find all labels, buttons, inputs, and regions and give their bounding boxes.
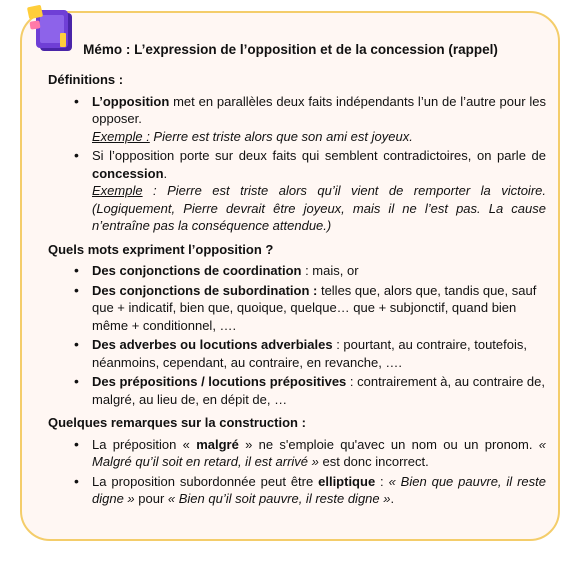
list-item: • Des conjonctions de coordination : mais, or bbox=[48, 262, 546, 280]
remarks-list bbox=[48, 436, 546, 508]
list-item: • Des conjonctions de subordination : telles que, alors que, tandis que, sauf que + indicatif, bien que, quoique, quelque… que + subjonctif, quand bien même + conditionnel, …. bbox=[48, 282, 546, 335]
list-item: • Des prépositions / locutions prépositives : contrairement à, au contraire de, malgré, au lieu de, en dépit de, … bbox=[48, 373, 546, 408]
section-heading-remarks: Quelques remarques sur la construction : bbox=[48, 415, 306, 430]
section-heading-words: Quels mots expriment l’opposition ? bbox=[48, 241, 274, 257]
memo-content bbox=[48, 71, 546, 514]
memo-title: Mémo : L’expression de l’opposition et de la concession (rappel) bbox=[83, 42, 498, 57]
example: Exemple : Pierre est triste alors que son ami est joyeux. bbox=[92, 128, 413, 144]
section-heading-definitions: Définitions : bbox=[48, 72, 124, 87]
example: Exemple : Pierre est triste alors qu’il vient de remporter la victoire. (Logiquement, Pierre devrait être joyeux, mais il ne l’est pas. La cause n’entraîne pas la conséquence attendue.) bbox=[92, 183, 546, 233]
words-list bbox=[48, 262, 546, 408]
list-item: • La proposition subordonnée peut être elliptique : « Bien que pauvre, il reste digne » pour « Bien qu’il soit pauvre, il reste digne ». bbox=[48, 473, 546, 508]
list-item: • L’opposition met en parallèles deux faits indépendants l’un de l’autre pour les opposer. Exemple : Pierre est triste alors que son ami est joyeux. bbox=[48, 93, 546, 146]
list-item: • Des adverbes ou locutions adverbiales : pourtant, au contraire, toutefois, néanmoins, cependant, au contraire, en revanche, …. bbox=[48, 336, 546, 371]
list-item: • Si l’opposition porte sur deux faits qui semblent contradictoires, on parle de concession. Exemple : Pierre est triste alors qu’il vient de remporter la victoire. (Logiquement, Pierre devrait être joyeux, mais il ne l’est pas. La cause n’entraîne pas la conséquence attendue.) bbox=[48, 147, 546, 235]
list-item: • La préposition « malgré » ne s'emploie qu'avec un nom ou un pronom. « Malgré qu’il soit en retard, il est arrivé » est donc incorrect. bbox=[48, 436, 546, 471]
definitions-list bbox=[48, 93, 546, 235]
